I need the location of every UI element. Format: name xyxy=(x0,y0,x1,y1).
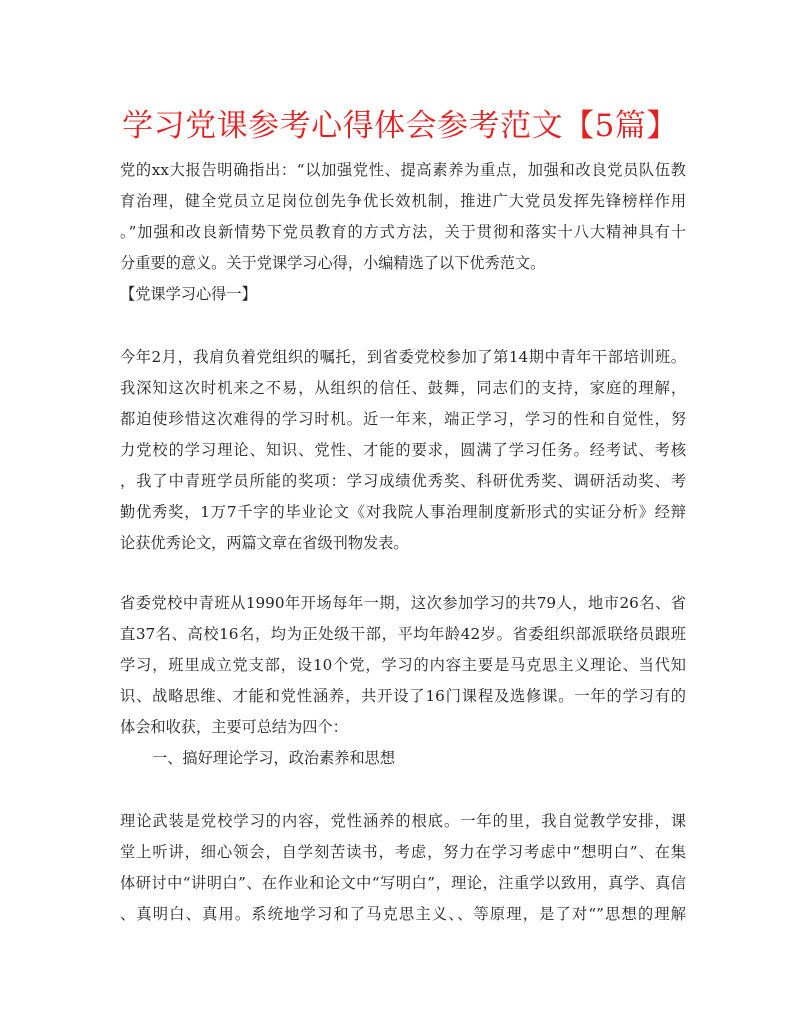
paragraph-line: 堂上听讲，细心领会，自学刻苦读书，考虑，努力在学习考虑中“想明白”、在集 xyxy=(120,843,686,861)
paragraph-line: 党的xx大报告明确指出：“以加强党性、提高素养为重点，加强和改良党员队伍教 xyxy=(120,161,686,179)
paragraph-line: 体研讨中“讲明白”、在作业和论文中“写明白”，理论，注重学以致用，真学、真信 xyxy=(120,874,686,892)
paragraph-line: 论获优秀论文，两篇文章在省级刊物发表。 xyxy=(120,534,409,552)
paragraph-line: 理论武装是党校学习的内容，党性涵养的根底。一年的里，我自觉教学安排，课 xyxy=(120,812,686,830)
paragraph-line: 、真明白、真用。系统地学习和了马克思主义、、等原理，是了对“”思想的理解 xyxy=(120,905,686,923)
paragraph-line: 体会和收获，主要可总结为四个： xyxy=(120,718,348,736)
paragraph-line: 。”加强和改良新情势下党员教育的方式方法，关于贯彻和落实十八大精神具有十 xyxy=(120,223,686,241)
paragraph-line: 力党校的学习理论、知识、党性、才能的要求，圆满了学习任务。经考试、考核 xyxy=(120,441,686,459)
paragraph-line: 直37名、高校16名，均为正处级干部，平均年龄42岁。省委组织部派联络员跟班 xyxy=(120,625,686,643)
document-title: 学习党课参考心得体会参考范文【5篇】 xyxy=(122,108,678,144)
paragraph-line: 分重要的意义。关于党课学习心得，小编精选了以下优秀范文。 xyxy=(120,254,546,272)
paragraph-line: 都迫使珍惜这次难得的学习时机。近一年来，端正学习，学习的性和自觉性，努 xyxy=(120,410,686,428)
paragraph-line: 勤优秀奖，1万7千字的毕业论文《对我院人事治理制度新形式的实证分析》经辩 xyxy=(120,503,686,521)
section-heading: 【党课学习心得一】 xyxy=(120,285,257,303)
paragraph-line: 我深知这次时机来之不易，从组织的信任、鼓舞，同志们的支持，家庭的理解， xyxy=(120,379,686,397)
paragraph-line: ，我了中青班学员所能的奖项：学习成绩优秀奖、科研优秀奖、调研活动奖、考 xyxy=(120,472,686,490)
paragraph-line: 学习，班里成立党支部，设10个党，学习的内容主要是马克思主义理论、当代知 xyxy=(120,656,686,674)
paragraph-line: 识、战略思维、才能和党性涵养，共开设了16门课程及选修课。一年的学习有的 xyxy=(120,687,686,705)
paragraph-line: 省委党校中青班从1990年开场每年一期，这次参加学习的共79人，地市26名、省 xyxy=(120,594,686,612)
paragraph-line: 育治理，健全党员立足岗位创先争优长效机制，推进广大党员发挥先锋榜样作用 xyxy=(120,192,686,210)
paragraph-line: 今年2月，我肩负着党组织的嘱托，到省委党校参加了第14期中青年干部培训班。 xyxy=(120,348,686,366)
section-subheading: 一、搞好理论学习，政治素养和思想 xyxy=(152,749,395,767)
